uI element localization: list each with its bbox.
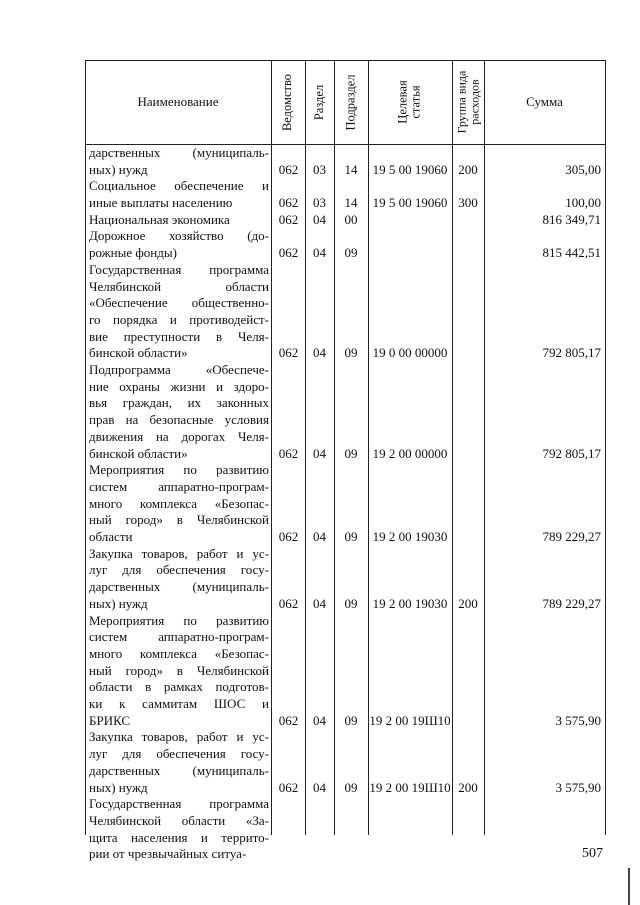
row-podrazdel: 00 — [344, 211, 358, 227]
row-podrazdel: 14 — [344, 161, 358, 177]
row-name: Мероприятия по развитию систем аппаратно-програм- много комплекса «Безопас- ный город» в Челябинской области — [89, 462, 269, 545]
header-celevaya-text: Целевая статья — [396, 80, 423, 124]
row-summa: 789 229,27 — [542, 595, 601, 611]
row-podrazdel: 09 — [344, 595, 358, 611]
row-celevaya: 19 2 00 19Ш10 — [369, 712, 451, 728]
row-vedomstvo: 062 — [278, 211, 299, 227]
row-vedomstvo: 062 — [278, 445, 299, 461]
row-podrazdel: 14 — [344, 195, 358, 211]
row-celevaya: 19 2 00 19030 — [372, 595, 448, 611]
table-row — [85, 178, 606, 211]
row-name: Мероприятия по развитию систем аппаратно-програм- много комплекса «Безопас- ный город» в Челябинской области в рамках подготов- ки к саммитам ШОС и БРИКС — [89, 612, 269, 728]
table-row — [85, 546, 606, 613]
table-row — [85, 362, 606, 462]
row-name: Социальное обеспечение и иные выплаты населению — [89, 178, 269, 211]
row-gruppa: 300 — [458, 195, 478, 211]
row-name: Подпрограмма «Обеспече- ние охраны жизни и здоро- вья граждан, их законных прав на безопасные условия движения на дорогах Челя- бинской области» — [89, 362, 269, 461]
row-celevaya: 19 5 00 19060 — [372, 195, 448, 211]
row-gruppa: 200 — [458, 779, 478, 795]
row-razdel: 04 — [313, 345, 326, 361]
row-razdel: 04 — [313, 779, 326, 795]
scan-edge-mark — [628, 868, 630, 905]
header-gruppa-text: Группа вида расходов — [454, 70, 481, 134]
row-name: Дорожное хозяйство (до- рожные фонды) — [89, 228, 269, 261]
header-vedomstvo: Ведомство — [280, 73, 295, 131]
row-celevaya: 19 2 00 00000 — [372, 445, 448, 461]
row-celevaya: 19 2 00 19030 — [372, 529, 448, 545]
row-vedomstvo: 062 — [278, 712, 299, 728]
row-celevaya: 19 0 00 00000 — [372, 345, 448, 361]
row-celevaya: 19 2 00 19Ш10 — [369, 779, 451, 795]
row-gruppa: 200 — [458, 161, 478, 177]
page-number: 507 — [582, 846, 603, 861]
row-podrazdel: 09 — [344, 445, 358, 461]
table-body — [85, 145, 606, 863]
row-vedomstvo: 062 — [278, 345, 299, 361]
header-razdel: Раздел — [312, 84, 327, 120]
row-name: Закупка товаров, работ и ус- луг для обеспечения госу- дарственных (муниципаль- ных) нужд — [89, 545, 269, 611]
row-vedomstvo: 062 — [278, 529, 299, 545]
row-summa: 792 805,17 — [542, 445, 601, 461]
row-razdel: 03 — [313, 195, 326, 211]
row-celevaya: 19 5 00 19060 — [372, 161, 448, 177]
row-podrazdel: 09 — [344, 245, 358, 261]
row-summa: 792 805,17 — [542, 345, 601, 361]
row-vedomstvo: 062 — [278, 595, 299, 611]
row-summa: 3 575,90 — [555, 712, 601, 728]
row-podrazdel: 09 — [344, 779, 358, 795]
table-row — [85, 796, 606, 863]
row-podrazdel: 09 — [344, 345, 358, 361]
row-podrazdel: 09 — [344, 712, 358, 728]
row-name: дарственных (муниципаль- ных) нужд — [89, 145, 269, 177]
row-vedomstvo: 062 — [278, 161, 299, 177]
row-podrazdel: 09 — [344, 529, 358, 545]
table-row — [85, 462, 606, 546]
row-summa: 815 442,51 — [542, 245, 601, 261]
header-name: Наименование — [137, 94, 219, 109]
row-gruppa: 200 — [458, 595, 478, 611]
row-razdel: 04 — [313, 445, 326, 461]
row-razdel: 04 — [313, 211, 326, 227]
row-summa: 816 349,71 — [542, 211, 601, 227]
row-summa: 789 229,27 — [542, 529, 601, 545]
row-vedomstvo: 062 — [278, 245, 299, 261]
row-name: Государственная программа Челябинской области «Обеспечение общественно- го порядка и противодейст- вие преступности в Челя- бинской области» — [89, 261, 269, 361]
table-row — [85, 613, 606, 730]
table-row — [85, 212, 606, 229]
row-vedomstvo: 062 — [278, 195, 299, 211]
row-vedomstvo: 062 — [278, 779, 299, 795]
header-celevaya — [368, 60, 452, 144]
row-razdel: 04 — [313, 712, 326, 728]
table-row — [85, 262, 606, 362]
row-razdel: 04 — [313, 529, 326, 545]
table-row — [85, 228, 606, 261]
row-name: Государственная программа Челябинской области «За- щита населения и террито- рии от чрезвычайных ситуа- — [89, 796, 269, 862]
row-summa: 100,00 — [565, 195, 601, 211]
row-summa: 305,00 — [565, 161, 601, 177]
header-podrazdel: Подраздел — [343, 74, 358, 130]
row-razdel: 04 — [313, 595, 326, 611]
table-row — [85, 145, 606, 178]
row-razdel: 04 — [313, 245, 326, 261]
row-name: Национальная экономика — [89, 211, 230, 227]
header-gruppa — [452, 60, 484, 144]
row-name: Закупка товаров, работ и ус- луг для обеспечения госу- дарственных (муниципаль- ных) нужд — [89, 729, 269, 795]
row-summa: 3 575,90 — [555, 779, 601, 795]
row-razdel: 03 — [313, 161, 326, 177]
header-summa: Сумма — [526, 94, 563, 109]
table-row — [85, 729, 606, 796]
